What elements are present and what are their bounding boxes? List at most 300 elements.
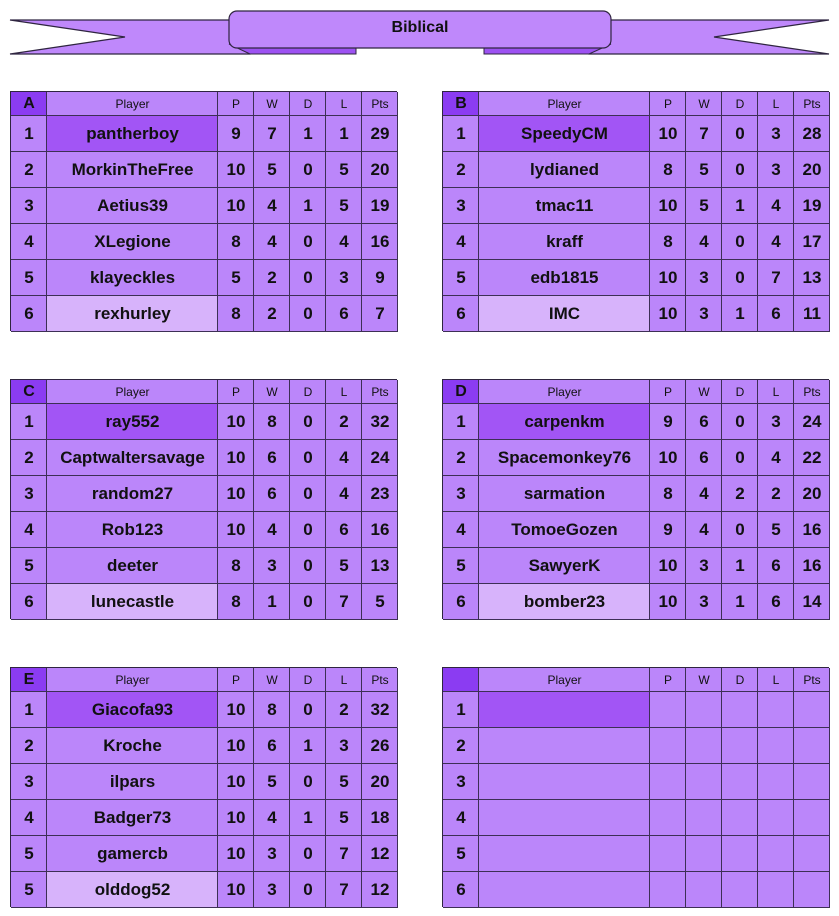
row-position: 5 bbox=[443, 836, 479, 872]
drawn-value: 0 bbox=[290, 692, 326, 728]
header-won: W bbox=[254, 380, 290, 404]
won-value: 8 bbox=[254, 404, 290, 440]
drawn-value: 0 bbox=[290, 476, 326, 512]
drawn-value: 1 bbox=[722, 296, 758, 332]
group-table-a bbox=[10, 91, 397, 331]
points-value: 18 bbox=[362, 800, 398, 836]
drawn-value: 0 bbox=[290, 764, 326, 800]
lost-value bbox=[758, 728, 794, 764]
row-position: 1 bbox=[443, 692, 479, 728]
standings-grid bbox=[442, 667, 829, 907]
played-value: 10 bbox=[218, 800, 254, 836]
lost-value: 7 bbox=[758, 260, 794, 296]
won-value: 2 bbox=[254, 296, 290, 332]
header-player: Player bbox=[47, 668, 218, 692]
player-name: ilpars bbox=[47, 764, 218, 800]
won-value: 4 bbox=[254, 800, 290, 836]
lost-value bbox=[758, 872, 794, 908]
won-value: 4 bbox=[254, 224, 290, 260]
header-played: P bbox=[650, 380, 686, 404]
player-name: gamercb bbox=[47, 836, 218, 872]
drawn-value: 0 bbox=[290, 404, 326, 440]
played-value bbox=[650, 800, 686, 836]
standings-grid bbox=[10, 379, 397, 619]
won-value bbox=[686, 872, 722, 908]
player-name: Captwaltersavage bbox=[47, 440, 218, 476]
drawn-value: 0 bbox=[722, 512, 758, 548]
row-position: 5 bbox=[443, 548, 479, 584]
points-value: 13 bbox=[794, 260, 830, 296]
won-value: 6 bbox=[254, 440, 290, 476]
player-name: TomoeGozen bbox=[479, 512, 650, 548]
won-value: 3 bbox=[686, 296, 722, 332]
player-name bbox=[479, 836, 650, 872]
played-value: 10 bbox=[650, 440, 686, 476]
player-name: deeter bbox=[47, 548, 218, 584]
drawn-value bbox=[722, 692, 758, 728]
played-value: 10 bbox=[218, 764, 254, 800]
player-name: Spacemonkey76 bbox=[479, 440, 650, 476]
points-value: 19 bbox=[362, 188, 398, 224]
won-value bbox=[686, 692, 722, 728]
lost-value: 5 bbox=[326, 152, 362, 188]
player-name: XLegione bbox=[47, 224, 218, 260]
played-value: 9 bbox=[218, 116, 254, 152]
header-played: P bbox=[650, 668, 686, 692]
row-position: 3 bbox=[11, 476, 47, 512]
row-position: 2 bbox=[11, 440, 47, 476]
played-value: 10 bbox=[218, 836, 254, 872]
played-value: 10 bbox=[650, 584, 686, 620]
player-name: kraff bbox=[479, 224, 650, 260]
played-value: 10 bbox=[218, 188, 254, 224]
played-value: 10 bbox=[650, 116, 686, 152]
lost-value: 6 bbox=[326, 296, 362, 332]
header-won: W bbox=[254, 92, 290, 116]
player-name: SpeedyCM bbox=[479, 116, 650, 152]
won-value: 7 bbox=[254, 116, 290, 152]
won-value bbox=[686, 800, 722, 836]
player-name: rexhurley bbox=[47, 296, 218, 332]
header-won: W bbox=[686, 668, 722, 692]
played-value: 10 bbox=[650, 548, 686, 584]
player-name bbox=[479, 800, 650, 836]
standings-grid bbox=[10, 91, 397, 331]
header-played: P bbox=[218, 668, 254, 692]
group-table-d bbox=[442, 379, 829, 619]
drawn-value bbox=[722, 836, 758, 872]
played-value: 10 bbox=[218, 512, 254, 548]
points-value: 12 bbox=[362, 872, 398, 908]
played-value: 8 bbox=[218, 224, 254, 260]
header-drawn: D bbox=[722, 380, 758, 404]
group-table-c bbox=[10, 379, 397, 619]
drawn-value: 0 bbox=[722, 260, 758, 296]
row-position: 5 bbox=[11, 548, 47, 584]
row-position: 3 bbox=[11, 764, 47, 800]
drawn-value: 0 bbox=[290, 440, 326, 476]
row-position: 5 bbox=[11, 836, 47, 872]
played-value bbox=[650, 692, 686, 728]
group-table-empty bbox=[442, 667, 829, 907]
lost-value: 5 bbox=[326, 548, 362, 584]
header-drawn: D bbox=[290, 380, 326, 404]
played-value bbox=[650, 728, 686, 764]
row-position: 2 bbox=[443, 728, 479, 764]
title-banner bbox=[0, 0, 839, 60]
player-name: tmac11 bbox=[479, 188, 650, 224]
played-value: 8 bbox=[218, 296, 254, 332]
played-value: 8 bbox=[218, 548, 254, 584]
drawn-value: 0 bbox=[290, 836, 326, 872]
points-value: 20 bbox=[794, 476, 830, 512]
played-value: 10 bbox=[218, 728, 254, 764]
player-name bbox=[479, 764, 650, 800]
points-value: 16 bbox=[362, 224, 398, 260]
played-value bbox=[650, 872, 686, 908]
points-value: 14 bbox=[794, 584, 830, 620]
header-played: P bbox=[218, 92, 254, 116]
player-name: MorkinTheFree bbox=[47, 152, 218, 188]
header-points: Pts bbox=[794, 92, 830, 116]
header-lost: L bbox=[758, 380, 794, 404]
lost-value: 5 bbox=[758, 512, 794, 548]
won-value: 6 bbox=[686, 404, 722, 440]
won-value: 3 bbox=[686, 584, 722, 620]
row-position: 6 bbox=[11, 584, 47, 620]
drawn-value: 0 bbox=[290, 548, 326, 584]
player-name: sarmation bbox=[479, 476, 650, 512]
won-value: 6 bbox=[686, 440, 722, 476]
group-table-e bbox=[10, 667, 397, 907]
drawn-value: 1 bbox=[722, 548, 758, 584]
lost-value: 3 bbox=[758, 152, 794, 188]
points-value bbox=[794, 764, 830, 800]
header-drawn: D bbox=[722, 92, 758, 116]
lost-value: 5 bbox=[326, 188, 362, 224]
lost-value: 3 bbox=[758, 116, 794, 152]
header-points: Pts bbox=[794, 380, 830, 404]
won-value bbox=[686, 728, 722, 764]
header-drawn: D bbox=[722, 668, 758, 692]
header-points: Pts bbox=[794, 668, 830, 692]
won-value: 7 bbox=[686, 116, 722, 152]
drawn-value bbox=[722, 872, 758, 908]
row-position: 1 bbox=[443, 404, 479, 440]
points-value: 24 bbox=[794, 404, 830, 440]
points-value: 9 bbox=[362, 260, 398, 296]
row-position: 1 bbox=[11, 116, 47, 152]
player-name: bomber23 bbox=[479, 584, 650, 620]
header-player: Player bbox=[479, 92, 650, 116]
points-value: 12 bbox=[362, 836, 398, 872]
played-value: 10 bbox=[218, 440, 254, 476]
header-lost: L bbox=[326, 92, 362, 116]
points-value: 22 bbox=[794, 440, 830, 476]
lost-value bbox=[758, 836, 794, 872]
player-name: lydianed bbox=[479, 152, 650, 188]
row-position: 2 bbox=[443, 440, 479, 476]
player-name: Aetius39 bbox=[47, 188, 218, 224]
header-played: P bbox=[218, 380, 254, 404]
header-player: Player bbox=[479, 668, 650, 692]
points-value: 32 bbox=[362, 404, 398, 440]
header-lost: L bbox=[326, 380, 362, 404]
drawn-value: 0 bbox=[290, 152, 326, 188]
played-value: 10 bbox=[218, 872, 254, 908]
header-player: Player bbox=[479, 380, 650, 404]
lost-value: 1 bbox=[326, 116, 362, 152]
row-position: 3 bbox=[443, 188, 479, 224]
group-letter: E bbox=[11, 668, 47, 692]
header-lost: L bbox=[758, 668, 794, 692]
drawn-value: 0 bbox=[290, 872, 326, 908]
points-value: 29 bbox=[362, 116, 398, 152]
drawn-value: 2 bbox=[722, 476, 758, 512]
drawn-value: 1 bbox=[722, 188, 758, 224]
player-name bbox=[479, 728, 650, 764]
row-position: 4 bbox=[443, 800, 479, 836]
played-value bbox=[650, 836, 686, 872]
row-position: 4 bbox=[11, 800, 47, 836]
header-drawn: D bbox=[290, 668, 326, 692]
drawn-value: 0 bbox=[290, 296, 326, 332]
won-value: 3 bbox=[686, 548, 722, 584]
row-position: 1 bbox=[11, 692, 47, 728]
points-value: 19 bbox=[794, 188, 830, 224]
played-value: 8 bbox=[650, 476, 686, 512]
drawn-value: 0 bbox=[290, 584, 326, 620]
won-value: 3 bbox=[254, 836, 290, 872]
played-value: 8 bbox=[650, 152, 686, 188]
lost-value: 6 bbox=[758, 584, 794, 620]
player-name: carpenkm bbox=[479, 404, 650, 440]
won-value: 4 bbox=[686, 512, 722, 548]
row-position: 6 bbox=[443, 584, 479, 620]
row-position: 1 bbox=[11, 404, 47, 440]
played-value: 9 bbox=[650, 404, 686, 440]
row-position: 2 bbox=[11, 728, 47, 764]
won-value: 3 bbox=[254, 872, 290, 908]
lost-value: 4 bbox=[326, 440, 362, 476]
won-value: 5 bbox=[254, 764, 290, 800]
player-name: pantherboy bbox=[47, 116, 218, 152]
drawn-value bbox=[722, 728, 758, 764]
banner-title: Biblical bbox=[391, 19, 449, 36]
header-played: P bbox=[650, 92, 686, 116]
drawn-value: 0 bbox=[290, 512, 326, 548]
group-letter: B bbox=[443, 92, 479, 116]
points-value: 20 bbox=[794, 152, 830, 188]
points-value: 20 bbox=[362, 764, 398, 800]
played-value bbox=[650, 764, 686, 800]
won-value: 3 bbox=[686, 260, 722, 296]
lost-value: 4 bbox=[758, 440, 794, 476]
lost-value: 3 bbox=[326, 260, 362, 296]
played-value: 10 bbox=[218, 404, 254, 440]
player-name: Badger73 bbox=[47, 800, 218, 836]
played-value: 8 bbox=[218, 584, 254, 620]
points-value bbox=[794, 836, 830, 872]
header-drawn: D bbox=[290, 92, 326, 116]
lost-value: 6 bbox=[326, 512, 362, 548]
won-value bbox=[686, 836, 722, 872]
lost-value: 4 bbox=[326, 224, 362, 260]
lost-value: 4 bbox=[758, 224, 794, 260]
standings-grid bbox=[10, 667, 397, 907]
group-letter: C bbox=[11, 380, 47, 404]
player-name: olddog52 bbox=[47, 872, 218, 908]
points-value: 11 bbox=[794, 296, 830, 332]
drawn-value: 0 bbox=[722, 152, 758, 188]
header-won: W bbox=[686, 92, 722, 116]
lost-value: 2 bbox=[326, 404, 362, 440]
lost-value: 4 bbox=[326, 476, 362, 512]
player-name: lunecastle bbox=[47, 584, 218, 620]
points-value: 13 bbox=[362, 548, 398, 584]
player-name: Giacofa93 bbox=[47, 692, 218, 728]
row-position: 4 bbox=[443, 224, 479, 260]
points-value bbox=[794, 872, 830, 908]
points-value bbox=[794, 728, 830, 764]
row-position: 5 bbox=[11, 872, 47, 908]
row-position: 4 bbox=[11, 512, 47, 548]
drawn-value: 1 bbox=[722, 584, 758, 620]
standings-grid bbox=[442, 379, 829, 619]
player-name: Kroche bbox=[47, 728, 218, 764]
player-name: IMC bbox=[479, 296, 650, 332]
lost-value: 3 bbox=[326, 728, 362, 764]
points-value: 5 bbox=[362, 584, 398, 620]
header-lost: L bbox=[758, 92, 794, 116]
group-letter: D bbox=[443, 380, 479, 404]
lost-value: 2 bbox=[758, 476, 794, 512]
row-position: 1 bbox=[443, 116, 479, 152]
player-name: random27 bbox=[47, 476, 218, 512]
played-value: 10 bbox=[650, 296, 686, 332]
drawn-value: 1 bbox=[290, 728, 326, 764]
header-player: Player bbox=[47, 92, 218, 116]
group-letter: A bbox=[11, 92, 47, 116]
player-name bbox=[479, 692, 650, 728]
points-value: 20 bbox=[362, 152, 398, 188]
lost-value: 5 bbox=[326, 800, 362, 836]
row-position: 5 bbox=[11, 260, 47, 296]
standings-grid bbox=[442, 91, 829, 331]
drawn-value: 1 bbox=[290, 188, 326, 224]
lost-value: 7 bbox=[326, 872, 362, 908]
played-value: 10 bbox=[650, 188, 686, 224]
player-name: SawyerK bbox=[479, 548, 650, 584]
group-letter bbox=[443, 668, 479, 692]
drawn-value: 1 bbox=[290, 800, 326, 836]
played-value: 5 bbox=[218, 260, 254, 296]
played-value: 10 bbox=[218, 152, 254, 188]
header-lost: L bbox=[326, 668, 362, 692]
row-position: 4 bbox=[443, 512, 479, 548]
points-value: 23 bbox=[362, 476, 398, 512]
points-value bbox=[794, 800, 830, 836]
won-value: 6 bbox=[254, 476, 290, 512]
lost-value: 2 bbox=[326, 692, 362, 728]
won-value: 4 bbox=[254, 512, 290, 548]
won-value: 5 bbox=[686, 188, 722, 224]
header-won: W bbox=[254, 668, 290, 692]
lost-value: 6 bbox=[758, 296, 794, 332]
row-position: 6 bbox=[443, 872, 479, 908]
won-value: 3 bbox=[254, 548, 290, 584]
drawn-value: 0 bbox=[290, 260, 326, 296]
lost-value: 3 bbox=[758, 404, 794, 440]
drawn-value: 0 bbox=[722, 116, 758, 152]
lost-value bbox=[758, 800, 794, 836]
lost-value: 7 bbox=[326, 584, 362, 620]
played-value: 10 bbox=[218, 476, 254, 512]
row-position: 4 bbox=[11, 224, 47, 260]
won-value: 5 bbox=[686, 152, 722, 188]
points-value: 16 bbox=[362, 512, 398, 548]
header-points: Pts bbox=[362, 380, 398, 404]
drawn-value bbox=[722, 800, 758, 836]
played-value: 10 bbox=[218, 692, 254, 728]
points-value: 16 bbox=[794, 512, 830, 548]
row-position: 2 bbox=[11, 152, 47, 188]
group-table-b bbox=[442, 91, 829, 331]
points-value: 7 bbox=[362, 296, 398, 332]
points-value: 26 bbox=[362, 728, 398, 764]
drawn-value bbox=[722, 764, 758, 800]
won-value: 1 bbox=[254, 584, 290, 620]
points-value bbox=[794, 692, 830, 728]
drawn-value: 1 bbox=[290, 116, 326, 152]
row-position: 5 bbox=[443, 260, 479, 296]
lost-value bbox=[758, 692, 794, 728]
lost-value: 7 bbox=[326, 836, 362, 872]
won-value: 4 bbox=[686, 476, 722, 512]
row-position: 3 bbox=[11, 188, 47, 224]
played-value: 9 bbox=[650, 512, 686, 548]
lost-value: 5 bbox=[326, 764, 362, 800]
points-value: 16 bbox=[794, 548, 830, 584]
header-points: Pts bbox=[362, 92, 398, 116]
won-value: 6 bbox=[254, 728, 290, 764]
header-points: Pts bbox=[362, 668, 398, 692]
row-position: 2 bbox=[443, 152, 479, 188]
won-value bbox=[686, 764, 722, 800]
player-name: klayeckles bbox=[47, 260, 218, 296]
lost-value bbox=[758, 764, 794, 800]
drawn-value: 0 bbox=[722, 440, 758, 476]
header-player: Player bbox=[47, 380, 218, 404]
points-value: 32 bbox=[362, 692, 398, 728]
points-value: 17 bbox=[794, 224, 830, 260]
lost-value: 4 bbox=[758, 188, 794, 224]
won-value: 5 bbox=[254, 152, 290, 188]
won-value: 2 bbox=[254, 260, 290, 296]
header-won: W bbox=[686, 380, 722, 404]
row-position: 3 bbox=[443, 764, 479, 800]
played-value: 8 bbox=[650, 224, 686, 260]
player-name: edb1815 bbox=[479, 260, 650, 296]
lost-value: 6 bbox=[758, 548, 794, 584]
player-name bbox=[479, 872, 650, 908]
played-value: 10 bbox=[650, 260, 686, 296]
drawn-value: 0 bbox=[722, 404, 758, 440]
won-value: 4 bbox=[254, 188, 290, 224]
points-value: 24 bbox=[362, 440, 398, 476]
row-position: 6 bbox=[11, 296, 47, 332]
row-position: 3 bbox=[443, 476, 479, 512]
